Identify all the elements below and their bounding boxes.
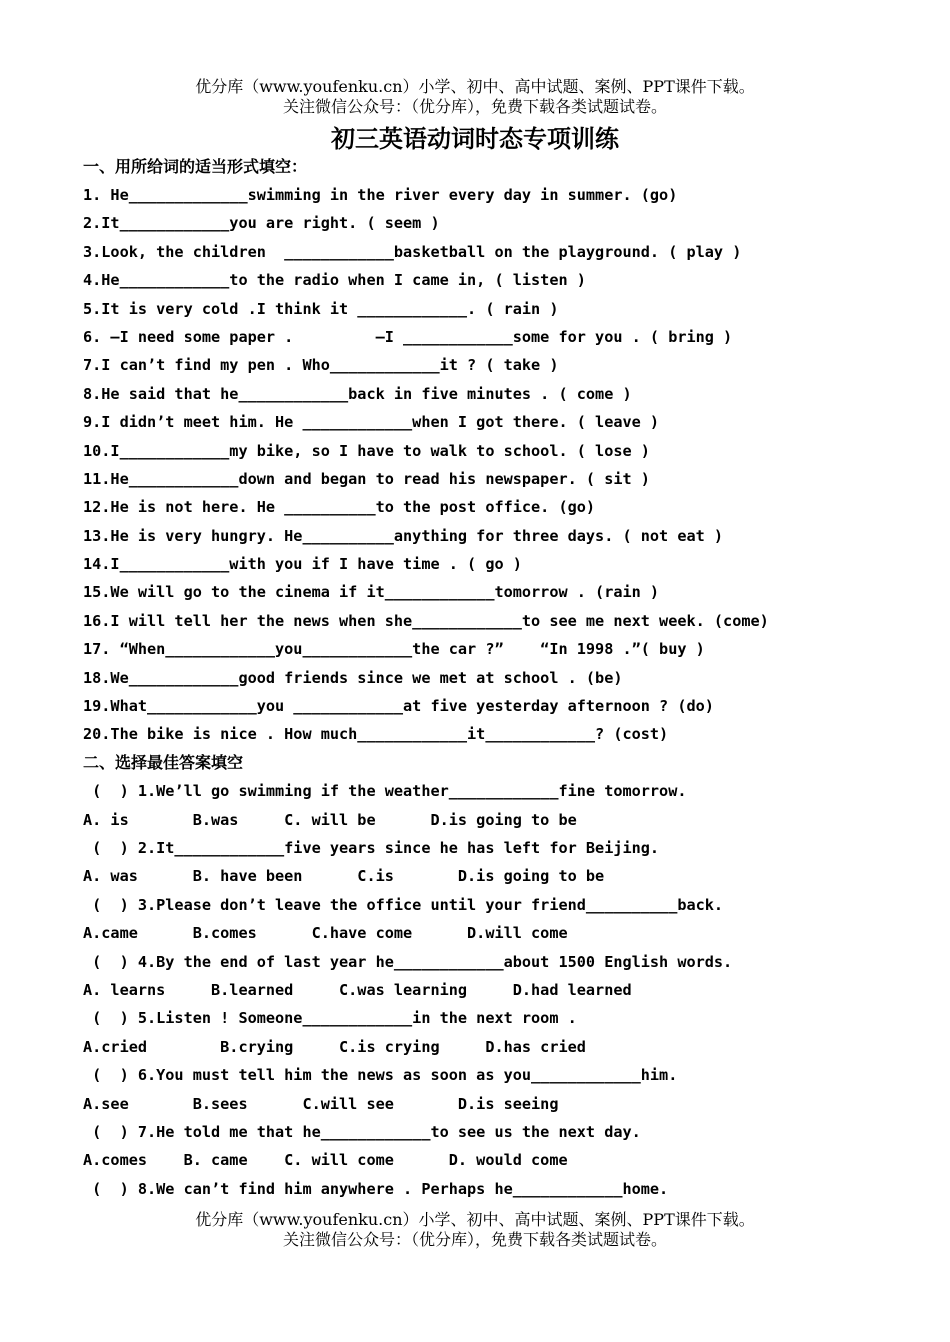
header-line-2: 关注微信公众号：（优分库），免费下载各类试题试卷。 bbox=[282, 97, 667, 116]
footer-line-2: 关注微信公众号：（优分库），免费下载各类试题试卷。 bbox=[282, 1230, 667, 1249]
mc-question-8: ( ) 8.We can’t find him anywhere . Perhaps he____________home. bbox=[83, 1179, 669, 1198]
question-11: 11.He____________down and began to read his newspaper. ( sit ) bbox=[83, 469, 650, 488]
question-8: 8.He said that he____________back in five minutes . ( come ) bbox=[83, 384, 632, 403]
question-16: 16.I will tell her the news when she____________to see me next week. (come) bbox=[83, 611, 769, 630]
question-1: 1. He_____________swimming in the river every day in summer. (go) bbox=[83, 186, 678, 204]
mc-question-2: ( ) 2.It____________five years since he has left for Beijing. bbox=[83, 838, 660, 857]
mc-question-5: ( ) 5.Listen ! Someone____________in the next room . bbox=[83, 1009, 577, 1028]
question-15: 15.We will go to the cinema if it____________tomorrow . (rain ) bbox=[83, 583, 660, 602]
mc-question-6: ( ) 6.You must tell him the news as soon as you____________him. bbox=[83, 1066, 678, 1085]
question-10: 10.I____________my bike, so I have to walk to school. ( lose ) bbox=[83, 441, 650, 460]
question-2: 2.It____________you are right. ( seem ) bbox=[83, 214, 440, 233]
mc-question-4: ( ) 4.By the end of last year he____________about 1500 English words. bbox=[83, 952, 733, 971]
mc-options-4: A. learns B.learned C.was learning D.had learned bbox=[83, 980, 632, 999]
question-5: 5.It is very cold .I think it ____________. ( rain ) bbox=[83, 299, 559, 318]
question-14: 14.I____________with you if I have time . ( go ) bbox=[83, 555, 522, 574]
question-20: 20.The bike is nice . How much____________it____________? (cost) bbox=[83, 725, 669, 744]
page-footer bbox=[0, 1210, 950, 1250]
question-9: 9.I didn’t meet him. He ____________when I got there. ( leave ) bbox=[83, 413, 660, 432]
question-4: 4.He____________to the radio when I came in, ( listen ) bbox=[83, 271, 586, 290]
question-3: 3.Look, the children ____________basketball on the playground. ( play ) bbox=[83, 242, 742, 261]
header-line-1: 优分库（www.youfenku.cn）小学、初中、高中试题、案例、PPT课件下载。 bbox=[195, 77, 755, 96]
question-13: 13.He is very hungry. He__________anything for three days. ( not eat ) bbox=[83, 526, 724, 545]
mc-options-6: A.see B.sees C.will see D.is seeing bbox=[83, 1094, 559, 1113]
question-12: 12.He is not here. He __________to the post office. (go) bbox=[83, 498, 596, 517]
question-18: 18.We____________good friends since we met at school . (be) bbox=[83, 668, 623, 687]
page-header bbox=[0, 77, 950, 117]
mc-options-1: A. is B.was C. will be D.is going to be bbox=[83, 810, 577, 829]
footer-line-1: 优分库（www.youfenku.cn）小学、初中、高中试题、案例、PPT课件下载。 bbox=[195, 1210, 755, 1229]
mc-question-7: ( ) 7.He told me that he____________to see us the next day. bbox=[83, 1122, 641, 1141]
mc-question-1: ( ) 1.We’ll go swimming if the weather____________fine tomorrow. bbox=[83, 782, 687, 801]
section-1-heading: 一、用所给词的适当形式填空： bbox=[83, 157, 308, 176]
page-title: 初三英语动词时态专项训练 bbox=[331, 125, 619, 153]
mc-question-3: ( ) 3.Please don’t leave the office until your friend__________back. bbox=[83, 895, 724, 914]
question-7: 7.I can’t find my pen . Who____________it ? ( take ) bbox=[83, 356, 559, 375]
exercise-body bbox=[83, 181, 933, 1203]
mc-options-3: A.came B.comes C.have come D.will come bbox=[83, 924, 568, 943]
mc-options-5: A.cried B.crying C.is crying D.has cried bbox=[83, 1037, 586, 1056]
question-17: 17. “When____________you____________the car ?” “In 1998 .”( buy ) bbox=[83, 640, 705, 659]
mc-options-7: A.comes B. came C. will come D. would come bbox=[83, 1151, 568, 1170]
section-2-heading: 二、选择最佳答案填空 bbox=[83, 752, 244, 772]
mc-options-2: A. was B. have been C.is D.is going to be bbox=[83, 867, 605, 886]
question-19: 19.What____________you ____________at five yesterday afternoon ? (do) bbox=[83, 697, 714, 716]
question-6: 6. —I need some paper . —I ____________some for you . ( bring ) bbox=[83, 327, 733, 346]
